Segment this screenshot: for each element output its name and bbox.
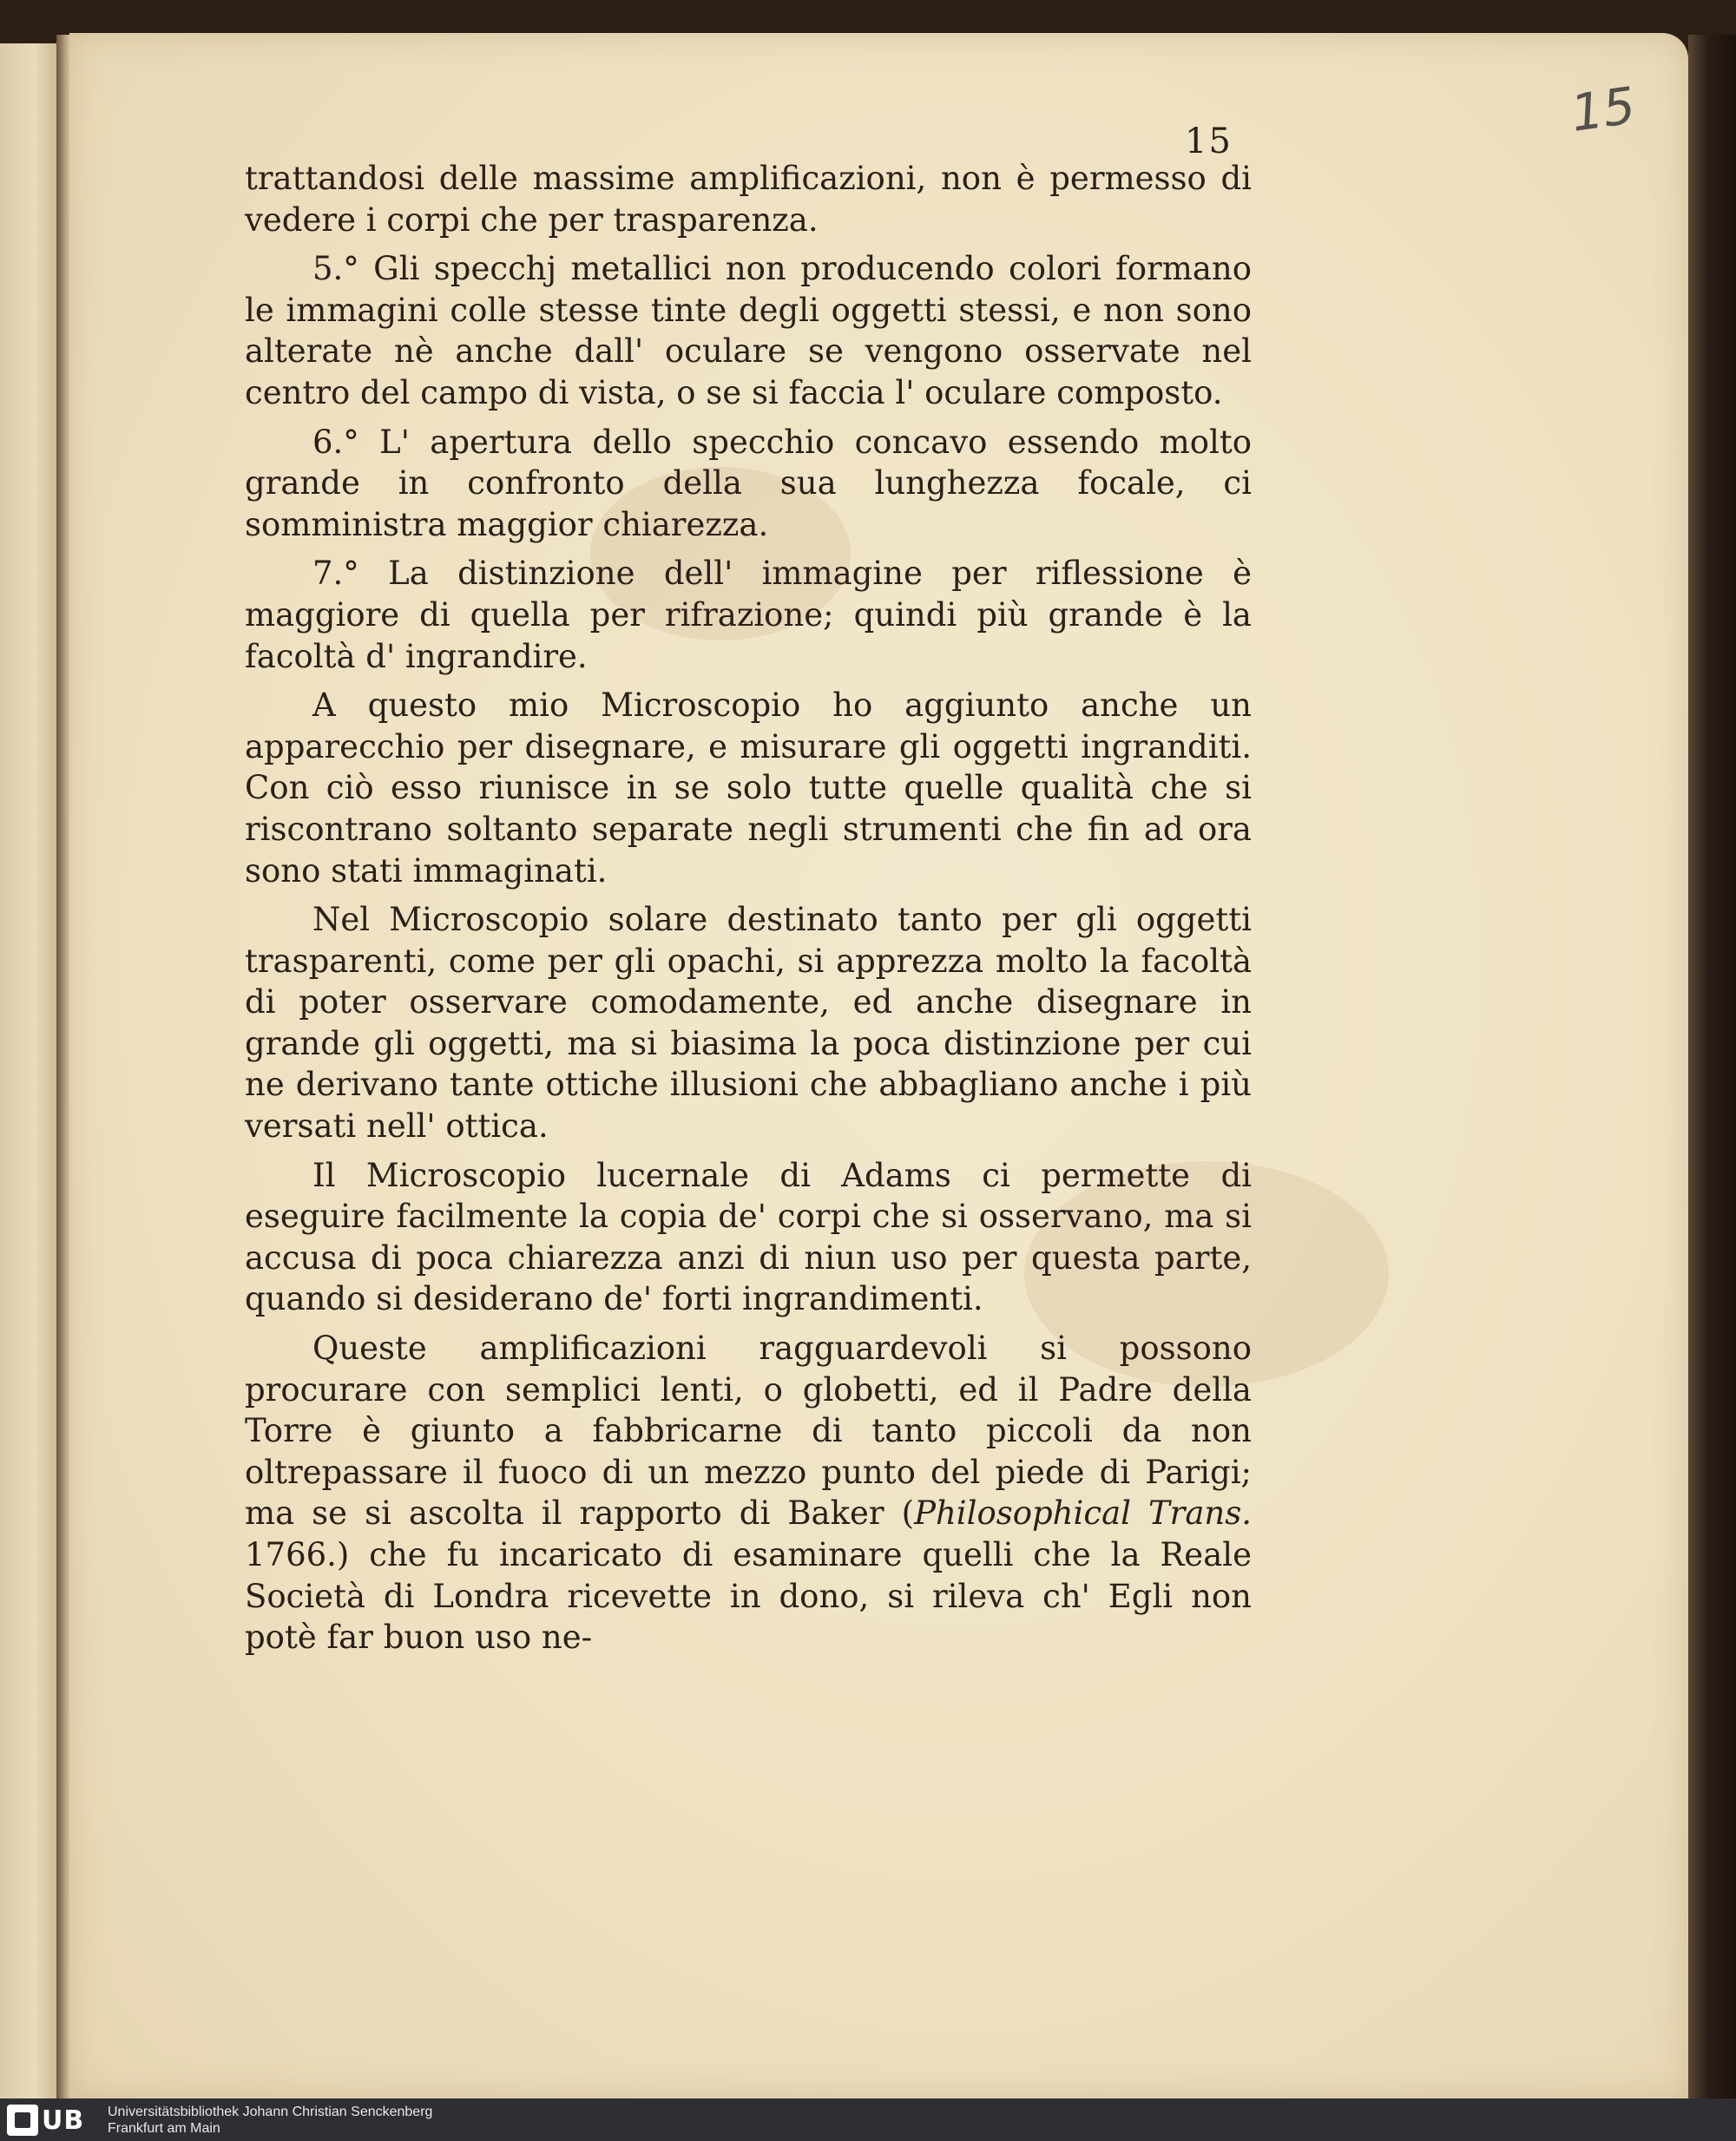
logo-text: UB [42,2105,85,2136]
paragraph: 5.° Gli specchj metallici non producendo colori formano le immagini colle stesse tinte degli oggetti stessi, e non sono alterate nè anche dall' oculare se vengono osservate nel centro del campo di vista, o se si faccia l' oculare composto. [245,250,1252,411]
body-text [245,158,1252,1666]
institution-city: Frankfurt am Main [108,2121,220,2136]
paragraph [245,1328,1252,1658]
logo-mark-icon [7,2105,38,2136]
paragraph: 6.° L' apertura dello specchio concavo essendo molto grande in confronto della sua lunghezza focale, ci somministra maggior chiarezza. [245,423,1252,543]
handwritten-folio-number: 15 [1567,76,1640,143]
paragraph: Nel Microscopio solare destinato tanto per gli oggetti trasparenti, come per gli opachi, si apprezza molto la facoltà di poter osservare comodamente, ed anche disegnare in grande gli oggetti, ma si biasima la poca distinzione per cui ne derivano tante ottiche illusioni che abbagliano anche i più versati nell' ottica. [245,901,1252,1146]
paragraph: A questo mio Microscopio ho aggiunto anche un apparecchio per disegnare, e misurare gli oggetti ingranditi. Con ciò esso riunisce in se solo tutte quelle qualità che si riscontrano soltanto separate negli strumenti che fin ad ora sono stati immaginati. [245,686,1252,890]
viewer-footer [0,2098,1736,2141]
footer-credit [108,2104,432,2137]
paragraph: 7.° La distinzione dell' immagine per riflessione è maggiore di quella per rifrazione; quindi più grande è la facoltà d' ingrandire. [245,555,1252,675]
paragraph: trattandosi delle massime amplificazioni, non è permesso di vedere i corpi che per trasparenza. [245,160,1252,239]
library-logo[interactable] [7,2104,102,2137]
paragraph: Il Microscopio lucernale di Adams ci permette di eseguire facilmente la copia de' corpi che si osservano, ma si accusa di poca chiarezza anzi di niun uso per questa parte, quando si desiderano de' forti ingrandimenti. [245,1156,1252,1318]
right-page-edge [1688,35,1736,2098]
page-number: 15 [1185,121,1233,161]
paragraph-text: 1766.) che fu incaricato di esaminare quelli che la Reale Società di Londra ricevette in dono, si rileva ch' Egli non potè far buon uso ne- [245,1536,1252,1657]
institution-name: Universitätsbibliothek Johann Christian Senckenberg [108,2105,433,2119]
citation-title: Philosophical Trans. [914,1494,1252,1533]
paragraph-text: Queste amplificazioni ragguardevoli si possono procurare con semplici lenti, o globetti, ed il Padre della Torre è giunto a fabbricarne di tanto piccoli da non oltrepassare il fuoco di un mezzo punto del piede di Parigi; ma se si ascolta il rapporto di Baker ( [245,1330,1252,1533]
left-page-edge [0,43,59,2098]
